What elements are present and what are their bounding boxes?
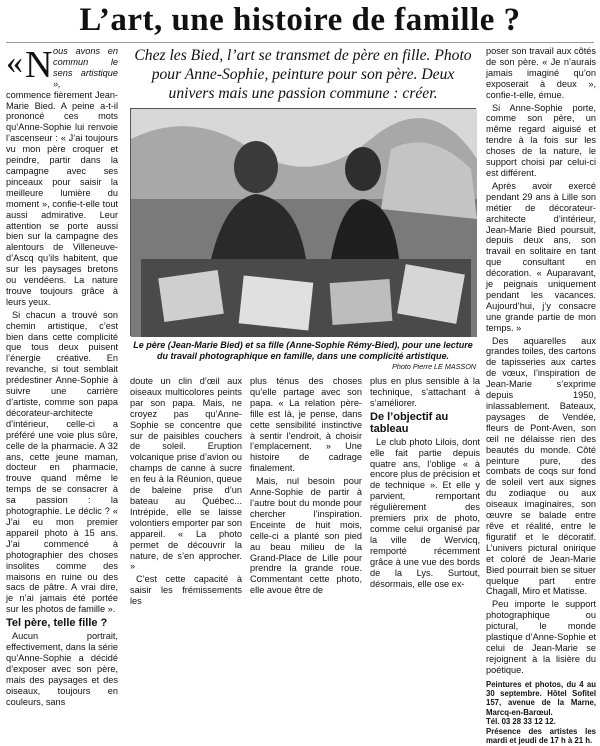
photo-credit: Photo Pierre LE MASSON	[392, 362, 476, 371]
paragraph: Des aquarelles aux grandes toiles, des cartons de tapisseries aux cartes de vœux, l’inspiration de Jean-Marie s’exprime depuis 1950, inlassablement. Bateaux, paysages de Vendée, fleurs de Pont-Aven, son œil ne délaisse rien des beautés du monde. Côté peinture pure, des combats de coqs sur fond de soleil vert aux signes du zodiaque ou aux oiseaux imaginaires, son œuvre se balade entre rêve et réalité, entre le figuratif et le décoratif. L’univers pictural onirique et coloré de Jean-Marie Bied pourrait bien se situer quelque part entre Chagall, Miro et Matisse.	[486, 335, 596, 597]
subheading: De l’objectif au tableau	[370, 410, 449, 435]
paragraph: commence fièrement Jean-Marie Bied. A peine a-t-il prononcé ces mots qu’Anne-Sophie lui renvoie l’ascenseur : « J’ai toujours vu mon père croquer et peindre, partir dans la campagne avec ses pinceaux pour saisir la meilleure lumière du moment », confie-t-elle tout aussi admirative. Leur attention se porte aussi bien sur la campagne des alentours de Villeneuve-d’Ascq qu’ils habitent, que sur les paysages bretons ou vendéens. La nature trouve toujours grâce à leurs yeux.	[6, 89, 118, 307]
article-column-3	[250, 376, 362, 596]
event-info-line: Présence des artistes les mardi et jeudi de 17 h à 21 h.	[486, 726, 596, 746]
lead-dropcap	[6, 46, 118, 90]
headline: L’art, une histoire de famille ?	[79, 2, 521, 38]
event-info-line: Tél. 03 28 33 12 12.	[486, 717, 556, 727]
paragraph: Si chacun a trouvé son chemin artistique, c’est bien dans cette complicité que tous deux puisent l’énergie créative. En revanche, si tout semblait prédestiner Anne-Sophie à suivre une carrière d’artiste, comme son papa décorateur-architecte d’intérieur, celle-ci a préféré une voie plus sûre, celle de la pharmacie. A 32 ans, cette jeune maman, docteur en pharmacie, trouve quand même le temps de se consacrer à sa passion : la photographie. Le déclic ? « J’ai eu mon premier appareil photo à 15 ans. J’ai commencé à photographier des choses insolites comme des maisons en ruine ou des sacs de pâtre. A vrai dire, je n’ai jamais été portée sur les photos de famille ».	[6, 309, 118, 615]
article-column-5	[486, 46, 596, 746]
paragraph: Aucun portrait, effectivement, dans la série qu’Anne-Sophie a décidé d’exposer avec son père, mais des paysages et des oiseaux, toujours en couleurs, sans	[6, 631, 118, 707]
paragraph: plus ténus des choses qu’elle partage avec son papa. « La relation père-fille est là, je pense, dans cette sensibilité instinctive à sentir l’endroit, à choisir l’emplacement. » Une histoire de cadrage finalement.	[250, 376, 362, 474]
photo-caption: Le père (Jean-Marie Bied) et sa fille (Anne-Sophie Rémy-Bied), pour une lecture du travail photographique en famille, dans une complicité artistique.	[133, 340, 473, 361]
event-info	[486, 680, 596, 746]
article-photo	[130, 108, 476, 336]
headline-rule	[6, 42, 594, 43]
paragraph: Mais, nul besoin pour Anne-Sophie de partir à l’autre bout du monde pour chercher l’inspiration. Enceinte de huit mois, celle-ci a planté son pied au beau milieu de la Grand-Place de Lille pour prendre la grande roue. Commentant cette photo, elle avoue être de	[250, 476, 362, 596]
paragraph: plus en plus sensible à la technique, s’attachant à s’améliorer.	[370, 376, 480, 408]
paragraph: Le club photo Lilois, dont elle fait partie depuis quatre ans, l’oblige « à encore plus de précision et de technique ». Et elle y parvient, remportant régulièrement des premiers prix de photo, comme celui organisé par la ville de Wervicq, remporté récemment grâce à une vue des bords de la Lys. Surtout, désormais, elle ose ex-	[370, 436, 480, 589]
paragraph: doute un clin d’œil aux oiseaux multicolores peints par son papa. Mais, ne croyez pas qu’Anne-Sophie se concentre que sur de paisibles couchers de soleil. Eruption volcanique prise d’avion ou champs de canne à sucre en feu à la Réunion, queue de baleine prise d’un bateau au Québec... Intrépide, elle se laisse volontiers emporter par son appareil. « La photo permet de découvrir la nature, de s’en approcher. »	[130, 376, 242, 572]
standfirst: Chez les Bied, l’art se transmet de père en fille. Photo pour Anne-Sophie, peinture pour son père. Deux univers mais une passion commune : créer.	[134, 47, 472, 102]
event-info-line: Peintures et photos, du 4 au 30 septembre. Hôtel Sofitel 157, avenue de la Marne, Marcq-en-Barœul.	[486, 679, 596, 717]
article-column-4	[370, 376, 480, 589]
article-column-2	[130, 376, 242, 607]
lead-letter: N	[25, 44, 53, 86]
lead-guillemet: «	[6, 44, 23, 81]
lead-rest: ous avons en commun le sens artistique »,	[53, 46, 118, 89]
paragraph: Si Anne-Sophie porte, comme son père, un même regard aiguisé et tendre à la fois sur les choses de la nature, le support choisi par celui-ci est différent.	[486, 102, 596, 178]
paragraph: Peu importe le support photographique ou pictural, le monde plastique d’Anne-Sophie et celui de Jean-Marie se rejoignent à la lisière du poétique.	[486, 599, 596, 675]
paragraph: C’est cette capacité à saisir les frémissements les	[130, 574, 242, 607]
photo-illustration	[131, 109, 477, 337]
paragraph: poser son travail aux côtés de son père. « Je n’aurais jamais imaginé qu’on exposerait à deux », confie-t-elle, émue.	[486, 46, 596, 100]
subheading: Tel père, telle fille ?	[6, 617, 108, 630]
paragraph: Après avoir exercé pendant 29 ans à Lille son métier de décorateur-architecte d’intérieur, Jean-Marie Bied poursuit, depuis deux ans, son travail en solitaire en tant que consultant en décoration. « Auparavant, je peignais uniquement pendant les vacances. Aujourd’hui, j’y consacre une grande partie de mon temps. »	[486, 180, 596, 333]
article-column-1	[6, 44, 118, 707]
